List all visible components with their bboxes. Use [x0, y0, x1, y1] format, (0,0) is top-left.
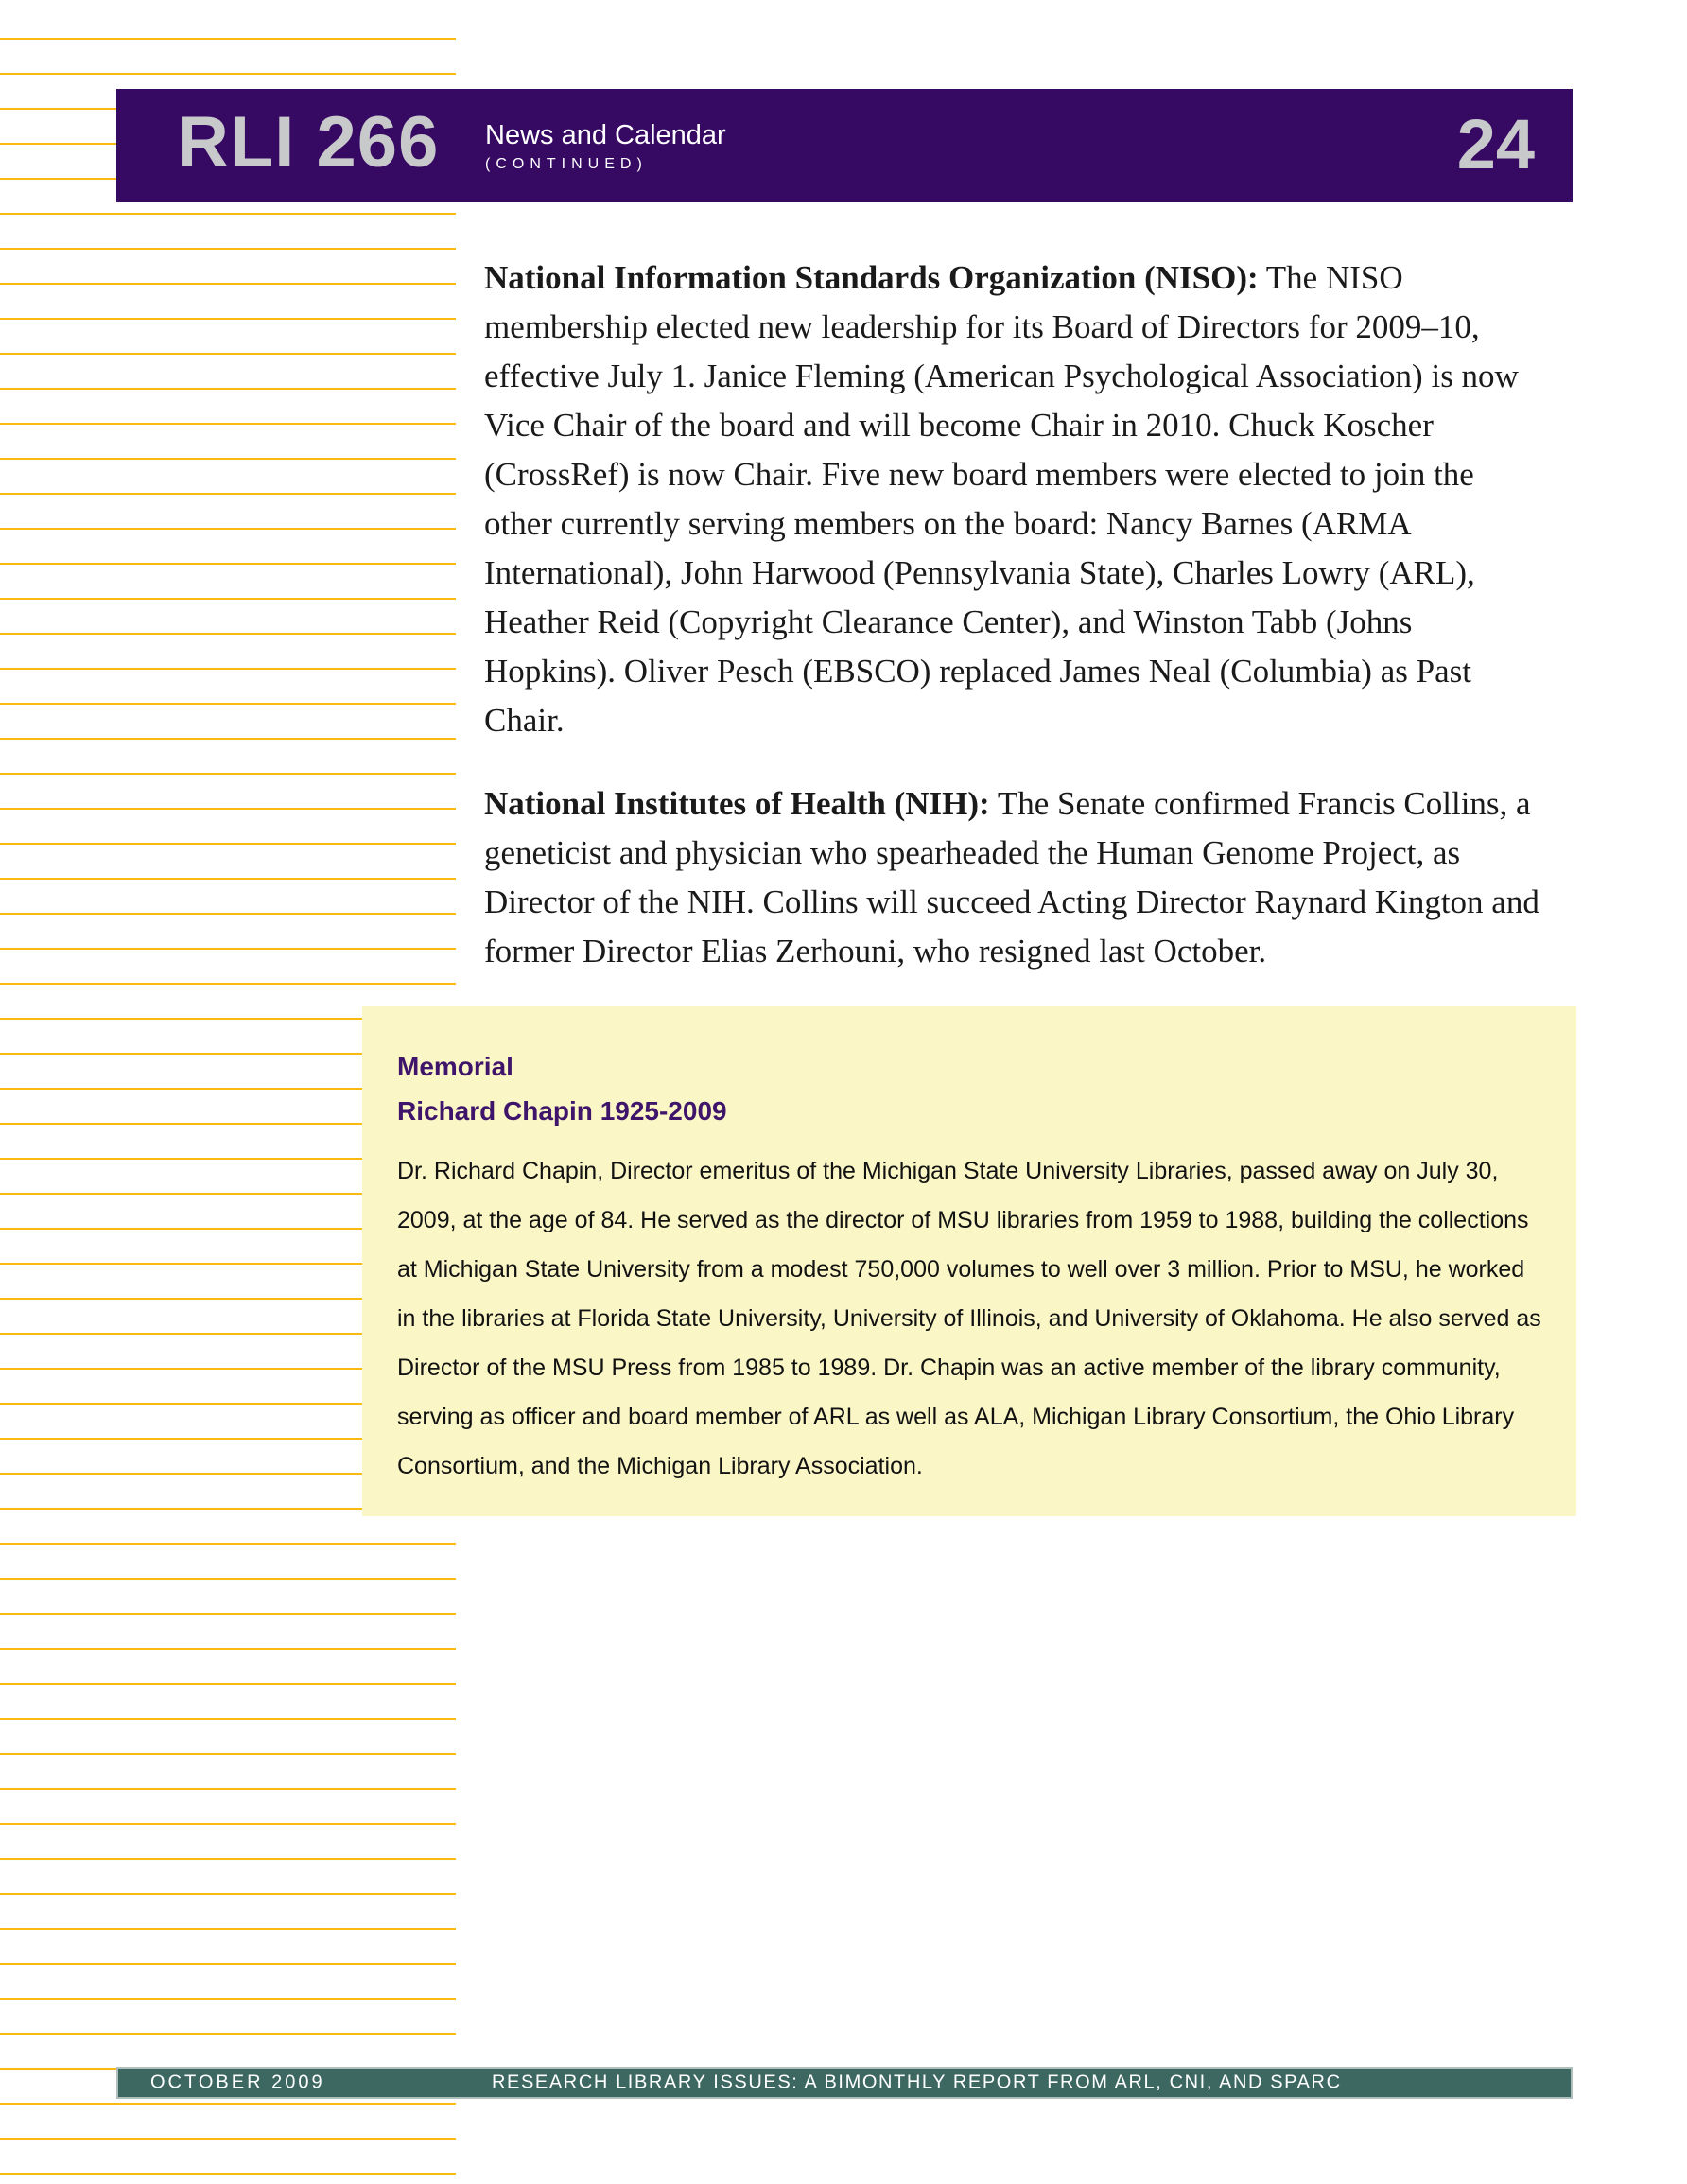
ruled-line	[0, 2138, 456, 2140]
memorial-body: Dr. Richard Chapin, Director emeritus of the Michigan State University Libraries, passed away on July 30, 2009, at the age of 84. He served as the director of MSU libraries from 1959 to 1988, building the collections at Michigan State University from a modest 750,000 volumes to well over 3 million. Prior to MSU, he worked in the libraries at Florida State University, University of Illinois, and University of Oklahoma. He also served as Director of the MSU Press from 1985 to 1989. Dr. Chapin was an active member of the library community, serving as officer and board member of ARL as well as ALA, Michigan Library Consortium, the Ohio Library Consortium, and the Michigan Library Association.	[397, 1158, 1541, 1479]
ruled-line	[0, 2033, 456, 2035]
issue-brand: RLI 266	[177, 102, 440, 183]
ruled-line	[0, 353, 456, 355]
ruled-line	[0, 1858, 456, 1860]
ruled-line	[0, 1578, 456, 1580]
nih-paragraph-body: The Senate confirmed Francis Collins, a geneticist and physician who spearheaded the Human Genome Project, as Director of the NIH. Collins will succeed Acting Director Raynard Kington and former Director Elias Zerhouni, who resigned last October.	[484, 785, 1539, 970]
header-subtitle	[485, 120, 726, 174]
ruled-line	[0, 318, 456, 320]
ruled-line	[0, 38, 456, 40]
ruled-line	[0, 2173, 456, 2175]
ruled-line	[0, 1928, 456, 1930]
ruled-line	[0, 2103, 456, 2105]
footer-date: OCTOBER 2009	[150, 2071, 325, 2093]
ruled-line	[0, 1543, 456, 1545]
ruled-line	[0, 668, 456, 670]
page-number: 24	[1456, 104, 1535, 183]
memorial-title: Memorial	[397, 1052, 513, 1081]
ruled-line	[0, 948, 456, 950]
footer-title: RESEARCH LIBRARY ISSUES: A BIMONTHLY REPORT FROM ARL, CNI, AND SPARC	[492, 2071, 1342, 2093]
ruled-line	[0, 1648, 456, 1650]
ruled-line	[0, 213, 456, 215]
ruled-line	[0, 808, 456, 810]
ruled-line	[0, 423, 456, 425]
ruled-line	[0, 773, 456, 775]
ruled-line	[0, 1823, 456, 1825]
ruled-line	[0, 1613, 456, 1615]
ruled-line	[0, 1998, 456, 2000]
ruled-line	[0, 458, 456, 460]
ruled-line	[0, 1683, 456, 1685]
ruled-line	[0, 1788, 456, 1790]
main-text-column	[484, 253, 1543, 1010]
memorial-subtitle: Richard Chapin 1925-2009	[397, 1096, 727, 1126]
ruled-line	[0, 248, 456, 250]
ruled-line	[0, 878, 456, 880]
ruled-line	[0, 563, 456, 565]
section-title: News and Calendar	[485, 120, 726, 150]
ruled-line	[0, 388, 456, 390]
nih-paragraph	[484, 779, 1543, 976]
ruled-line	[0, 738, 456, 740]
ruled-line	[0, 1718, 456, 1720]
ruled-line	[0, 633, 456, 635]
ruled-line	[0, 913, 456, 915]
niso-paragraph-lead: National Information Standards Organization (NISO):	[484, 259, 1259, 296]
ruled-line	[0, 493, 456, 495]
footer-bar	[116, 2067, 1573, 2099]
ruled-line	[0, 73, 456, 75]
ruled-line	[0, 843, 456, 845]
continued-label: (CONTINUED)	[485, 156, 648, 172]
ruled-line	[0, 703, 456, 705]
header-bar	[116, 89, 1573, 202]
memorial-box	[362, 1006, 1576, 1516]
ruled-line	[0, 528, 456, 530]
ruled-line	[0, 1753, 456, 1755]
niso-paragraph-body: The NISO membership elected new leadership for its Board of Directors for 2009–10, effective July 1. Janice Fleming (American Psychological Association) is now Vice Chair of the board and will become Chair in 2010. Chuck Koscher (CrossRef) is now Chair. Five new board members were elected to join the other currently serving members on the board: Nancy Barnes (ARMA International), John Harwood (Pennsylvania State), Charles Lowry (ARL), Heather Reid (Copyright Clearance Center), and Winston Tabb (Johns Hopkins). Oliver Pesch (EBSCO) replaced James Neal (Columbia) as Past Chair.	[484, 259, 1519, 739]
ruled-line	[0, 1893, 456, 1895]
ruled-line	[0, 598, 456, 600]
nih-paragraph-lead: National Institutes of Health (NIH):	[484, 785, 990, 822]
ruled-line	[0, 1963, 456, 1965]
ruled-line	[0, 983, 456, 985]
niso-paragraph	[484, 253, 1543, 745]
ruled-line	[0, 283, 456, 285]
